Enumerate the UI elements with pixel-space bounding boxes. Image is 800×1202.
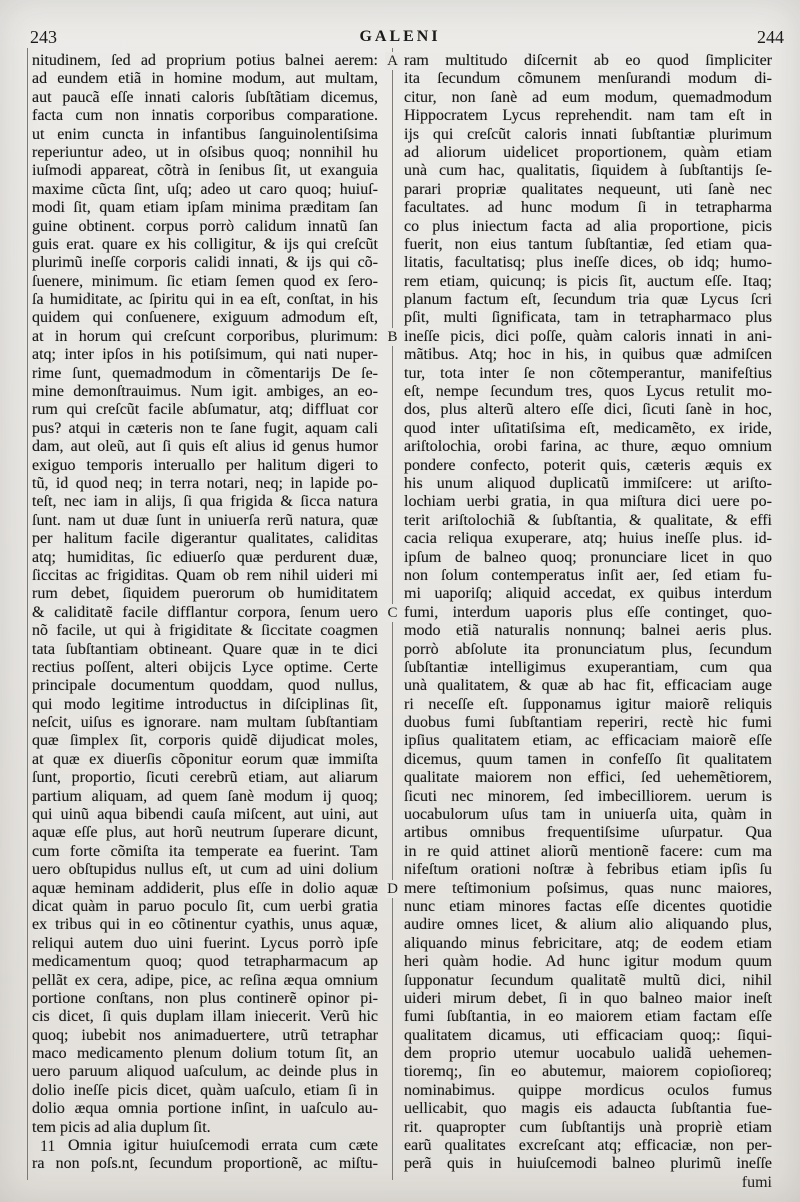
text-line: quoq; iubebit nos animaduertere, utrũ tetraphar <box>32 1026 378 1044</box>
text-line: neſcit, uiſus es ignorare. nam multam ſubſtantiam <box>32 714 378 732</box>
text-line: pus? atqui in cæteris non te ſane fugit, aquam cali <box>32 419 378 437</box>
text-line: ſunt, proportio, ſicuti cerebrũ etiam, aut aliarum <box>32 769 378 787</box>
text-line: cis dicet, ſi quis duplam illam iniecerit. Verũ hic <box>32 1008 378 1026</box>
text-line: ipſum de balneo quoq; pronunciare licet in quo <box>404 548 772 566</box>
text-line: quidem qui conſuenere, exiguum admodum eſt, <box>32 309 378 327</box>
page-number-left: 243 <box>30 27 57 47</box>
text-line: ut enim cuncta in infantibus ſanguinolentiſsima <box>32 125 378 143</box>
text-line: guine obtinent. corpus porrò calidum innatũ ſan <box>32 217 378 235</box>
text-line: nõ facile, ut qui à frigiditate & ſiccitate coagmen <box>32 622 378 640</box>
text-line: unà qualitatem, & quæ ab hac fit, efficaciam auge <box>404 677 772 695</box>
text-line: iuſmodi appareat, cõtrà in ſenibus ſit, ut exanguia <box>32 162 378 180</box>
text-line: Omnia igitur huiuſcemodi errata cum cæte <box>68 1137 378 1155</box>
text-line: fumi ſubſtantia, in eo maiorem etiam factam eſſe <box>404 1008 772 1026</box>
text-line: quæ ſimplex ſit, corporis quidẽ dijudicat moles, <box>32 732 378 750</box>
text-line: tem picis ad alia duplum ſit. <box>32 1118 211 1136</box>
text-line: rum debet, ſiquidem puerorum ob humiditatem <box>32 585 378 603</box>
text-line: tũ, id quod neq; in terra notari, neq; in lapide po- <box>32 474 378 492</box>
text-line: atq; inter ipſos in his potiſsimum, qui nati nuper- <box>32 346 378 364</box>
text-line: earũ qualitates excreſcant atq; efficaciæ, non per- <box>404 1137 772 1155</box>
text-line: uero obſtupidus nullus eſt, ut cum ad uini dolium <box>32 861 378 879</box>
text-line: parari propriæ qualitates nequeunt, uti ſanè nec <box>404 180 772 198</box>
text-line: modi ſit, quam etiam ipſam minima præditam ſan <box>32 199 378 217</box>
page-number-right: 244 <box>757 27 784 47</box>
text-line: eſt, nempe ſecundum tres, quos Lycus retulit mo- <box>404 383 772 401</box>
text-line: qualitatem dicamus, uti efficaciam quoq;: ſiqui- <box>404 1026 772 1044</box>
text-line: rem etiam, quicunq; is picis ſit, auctum eſſe. Itaq; <box>404 272 772 290</box>
text-line: unà cum hac, qualitatis, ſiquidem à ſubſtantijs ſe- <box>404 162 772 180</box>
text-line: rit. quapropter cum ſubſtantijs unà propriè etiam <box>404 1118 772 1136</box>
text-line: ipſius qualitatem etiam, ac efficaciam maiorẽ eſſe <box>404 732 772 750</box>
text-line: tioremq;, ſin eo abutemur, maiorem copioſioreq; <box>404 1063 772 1081</box>
text-line: facultates. ad hunc modum ſi in tetrapharma <box>404 199 772 217</box>
text-line: ita ſecundum cõmunem menſurandi modum di- <box>404 70 772 88</box>
text-line: dicemus, quum tamen in confeſſo ſit qualitatem <box>404 750 772 768</box>
text-line: audire omnes licet, & alium alio aliquando plus, <box>404 916 772 934</box>
text-line: porrò abſolute ita pronunciatum plus, ſecundum <box>404 640 772 658</box>
text-line: artibus omnibus frequentiſsime uſurpatur. Qua <box>404 824 772 842</box>
catchword: fumi <box>741 1174 772 1192</box>
text-line: ri neceſſe eſt. ſupponamus igitur maiorẽ reliquis <box>404 695 772 713</box>
left-column <box>32 52 378 1174</box>
text-line: dam, aut oleũ, aut ſi quis eſt alius id genus humor <box>32 438 378 456</box>
text-line: dicat quàm in paruo poculo ſit, cum uerbi gratia <box>32 897 378 915</box>
text-line: dolio æqua omnia portione inſint, in uaſculo au- <box>32 1100 378 1118</box>
text-line: mere teſtimonium poſsimus, quas nunc maiores, <box>404 879 772 897</box>
text-line: ſiccitas ac frigiditas. Quam ob rem nihil uideri mi <box>32 566 378 584</box>
text-line: pſit, multi ſignificata, tam in tetrapharmaco plus <box>404 309 772 327</box>
text-line: pellãt ex cera, adipe, pice, ac reſina æqua omnium <box>32 971 378 989</box>
text-line: ijs qui creſcũt caloris innati ſubſtantiæ plurimum <box>404 125 772 143</box>
text-line: rum qui creſcũt facile abſumatur, atq; diffluat cor <box>32 401 378 419</box>
text-line: rectius poſſent, alteri obijcis Lyce optime. Certe <box>32 658 378 676</box>
text-line: guis erat. quare ex his colligitur, & ijs qui creſcũt <box>32 235 378 253</box>
margin-letter: C <box>385 604 400 622</box>
text-line: tata ſubſtantiam obtineant. Quare quæ in te dici <box>32 640 378 658</box>
text-line: dolio ineſſe picis dicet, quàm uaſculo, etiam ſi in <box>32 1081 378 1099</box>
text-line: plurimũ ineſſe corporis calidi innati, & ijs qui cõ- <box>32 254 378 272</box>
text-line: medicamentum quoq; quod tetrapharmacum ap <box>32 953 378 971</box>
text-line: aquæ eſſe plus, aut horũ neutrum ſuperare dicunt, <box>32 824 378 842</box>
text-line: fuerit, non eius tantum ſubſtantiæ, ſed etiam qua- <box>404 235 772 253</box>
text-line: & caliditatẽ facile difflantur corpora, ſenum uero <box>32 603 378 621</box>
text-line: at in horum qui creſcunt corporibus, plurimum: <box>32 327 378 345</box>
margin-letter: D <box>385 880 400 898</box>
text-line: in re quid attinet aliorũ mentionẽ facere: cum ma <box>404 842 772 860</box>
text-line: mãtibus. Atq; hoc in his, in quibus quæ admiſcen <box>404 346 772 364</box>
text-line: aut paucã eſſe innati caloris ſubſtãtiam dicemus, <box>32 88 378 106</box>
text-line: heri quàm hodie. Ad hunc igitur modum quum <box>404 953 772 971</box>
text-line: at quæ ex diuerſis cõponitur eorum quæ immiſta <box>32 750 378 768</box>
text-line: ra non poſs.nt, ſecundum proportionẽ, ac miſtu- <box>32 1155 378 1173</box>
text-line: atq; humiditas, ſic ediuerſo quæ perdurent duæ, <box>32 548 378 566</box>
text-line: mi uaporiſq; aliquid accedat, ex quibus interdum <box>404 585 772 603</box>
text-line: cum forte cõmiſta ita temperate ea fuerint. Tam <box>32 842 378 860</box>
text-line: qui modo legitime introductus in diſciplinas ſit, <box>32 695 378 713</box>
text-line: ram multitudo diſcernit ab eo quod ſimpliciter <box>404 52 772 69</box>
text-line: mine demonſtrauimus. Num igit. ambiges, an eo- <box>32 383 378 401</box>
text-line: ad eundem etiã in homine modum, aut multam, <box>32 70 378 88</box>
text-line: nominabimus. quippe mordicus oculos fumus <box>404 1081 772 1099</box>
margin-letter: B <box>385 328 400 346</box>
text-line: uocabulorum uſus tam in uniuerſa uita, quàm in <box>404 806 772 824</box>
text-line: ex tribus qui in eo cõtinentur cyathis, unus aquæ, <box>32 916 378 934</box>
text-line: maco medicamento plenum dolium totum ſit, an <box>32 1045 378 1063</box>
text-line: uero paruum aliquod uaſculum, ac deinde plus in <box>32 1063 378 1081</box>
running-title: GALENI <box>359 28 441 45</box>
text-line: tur, tota inter ſe non cõtemperantur, manifeſtius <box>404 364 772 382</box>
text-line: qualitate maiorem non effici, ſed uehemẽtiorem, <box>404 769 772 787</box>
text-line: reliqui autem duo uini fuerint. Lycus porrò ipſe <box>32 934 378 952</box>
text-line: fumi, interdum uaporis plus eſſe continget, quo- <box>404 603 772 621</box>
text-line: co plus iniectum facta ad alia proportione, picis <box>404 217 772 235</box>
text-line: rime ſunt, quemadmodum in cõmentarijs De ſe- <box>32 364 378 382</box>
text-line: citur, non ſanè ad eum modum, quemadmodum <box>404 88 772 106</box>
text-line: ſa humiditate, ac ſpiritu qui in ea eſt, conſtat, in his <box>32 291 378 309</box>
text-line: non ſolum contemperatus inſit aer, ſed etiam fu- <box>404 566 772 584</box>
text-line: cacia reliqua exuperare, atq; huius ineſſe plus. id- <box>404 530 772 548</box>
text-line: aquæ heminam addiderit, plus eſſe in dolio aquæ <box>32 879 378 897</box>
text-line: exiguo temporis interuallo per halitum digeri to <box>32 456 378 474</box>
text-line: ariſtolochia, orobi farina, ac thure, æquo omnium <box>404 438 772 456</box>
text-line: nitudinem, ſed ad proprium potius balnei aerem: <box>32 52 378 69</box>
text-line: partium aliquam, ad quem ſanè modum ij quoq; <box>32 787 378 805</box>
text-line: perã quis in huiuſcemodi balneo plurimũ ineſſe <box>404 1155 772 1173</box>
text-line: facta cum non innatis corporibus comparatione. <box>32 107 378 125</box>
text-line: dem proprio utemur uocabulo ualidã uehemen- <box>404 1045 772 1063</box>
text-line: teſt, nec iam in alijs, ſi qua frigida & ſicca natura <box>32 493 378 511</box>
text-line: reperiuntur adeo, ut in oſsibus quoq; nonnihil hu <box>32 143 378 161</box>
text-line: nunc etiam minores factas eſſe dicentes quotidie <box>404 897 772 915</box>
text-line: principale documentum quoddam, quod nullus, <box>32 677 378 695</box>
right-column <box>404 52 772 1174</box>
text-line: ſicuti nec minorem, ſed imbecilliorem. uerum is <box>404 787 772 805</box>
text-line: dos, plus alterũ altero eſſe dici, ſicuti ſanè in hoc, <box>404 401 772 419</box>
text-line: modo etiã naturalis nonnunq; balnei aeris plus. <box>404 622 772 640</box>
text-line: terit ariſtolochiã & ſubſtantia, & qualitate, & effi <box>404 511 772 529</box>
text-line: portione conſtans, non plus continerẽ opinor pi- <box>32 989 378 1007</box>
text-line: Hippocratem Lycus reprehendit. nam tam eſt in <box>404 107 772 125</box>
text-line: uellicabit, quo magis eis adaucta ſubſtantia fue- <box>404 1100 772 1118</box>
text-line: ineſſe picis, dici poſſe, quàm caloris innati in ani- <box>404 327 772 345</box>
margin-letter: A <box>385 52 400 70</box>
text-line: nifeſtum orationi noſtræ à febribus etiam ipſis ſu <box>404 861 772 879</box>
text-line: ſubſtantiæ intelligimus exuperantiam, cum qua <box>404 658 772 676</box>
text-line: maxime cũcta ſint, uſq; adeo ut caro quoq; huiuſ- <box>32 180 378 198</box>
text-line: planum factum eſt, ſecundum tria quæ Lycus ſcri <box>404 291 772 309</box>
text-line: aliquando minus febricitare, atq; de eodem etiam <box>404 934 772 952</box>
text-line: his unum aliquod duplicatũ immiſcere: ut ariſto- <box>404 474 772 492</box>
text-line: ſuenere, minimum. ſic etiam ſemen quod ex ſero- <box>32 272 378 290</box>
text-line: ad aliorum uidelicet proportionem, quàm etiam <box>404 143 772 161</box>
left-border-rule <box>27 48 28 1180</box>
text-line: litatis, facultatisq; plus ineſſe dices, ob idq; humo- <box>404 254 772 272</box>
section-number: 11 <box>40 1137 56 1155</box>
text-line: lochiam uerbi gratia, in qua miſtura dici uere po- <box>404 493 772 511</box>
text-line: quod inter uſitatiſsima eſt, medicamẽto, ex iride, <box>404 419 772 437</box>
text-line: per halitum facile digerantur qualitates, caliditas <box>32 530 378 548</box>
text-line: duobus fumi ſubſtantiam reperiri, rectè hic fumi <box>404 714 772 732</box>
text-line: ſupponatur ſecundum qualitatẽ multũ dici, nihil <box>404 971 772 989</box>
text-line: pondere confecto, poterit quis, cæteris æquis ex <box>404 456 772 474</box>
text-line: uideri mirum debet, ſi in quo balneo maior ineſt <box>404 989 772 1007</box>
text-line: ſunt. nam ut duæ ſunt in uniuerſa rerũ natura, quæ <box>32 511 378 529</box>
text-line: qui uinũ aqua bibendi cauſa miſcent, aut uini, aut <box>32 806 378 824</box>
